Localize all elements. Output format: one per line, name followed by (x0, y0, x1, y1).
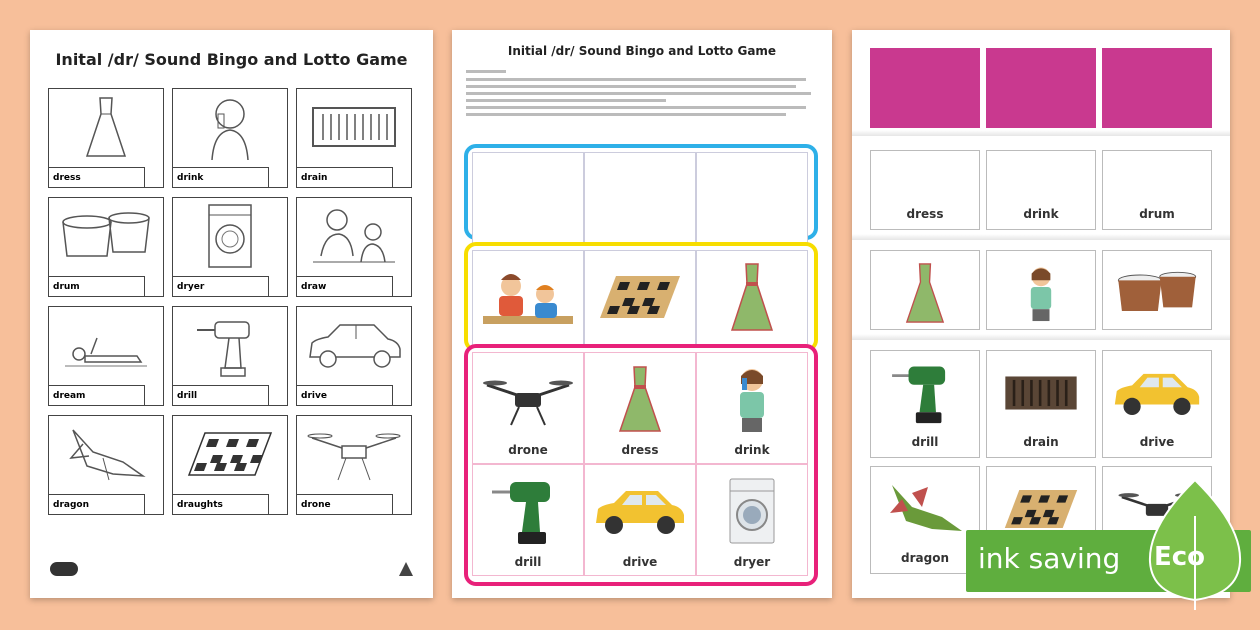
children-drawing-outline-icon (297, 198, 411, 274)
bingo-sheet-bw (30, 30, 433, 598)
ink-saving-label: ink saving (978, 542, 1121, 575)
dress-icon (697, 259, 807, 335)
car-icon (585, 473, 695, 549)
board-word: drink (734, 443, 770, 457)
cell-word: drill (173, 385, 269, 405)
cell-word: drum (49, 276, 145, 296)
checkerboard-icon (585, 259, 695, 335)
board-square (696, 352, 808, 464)
bingo-grid (48, 88, 412, 515)
dryer-outline-icon (173, 198, 287, 274)
drill-outline-icon (173, 307, 287, 383)
drill-icon (473, 473, 583, 549)
picture-card (870, 250, 980, 330)
bingo-cell (296, 306, 412, 406)
card-word: drink (1023, 207, 1059, 221)
card-word: drum (1139, 207, 1175, 221)
bingo-cell (48, 306, 164, 406)
card-back (870, 48, 980, 128)
board-square (472, 464, 584, 576)
bingo-board-blue (464, 144, 818, 240)
board-square (472, 352, 584, 464)
cell-word: drive (297, 385, 393, 405)
drums-outline-icon (49, 198, 163, 274)
cell-word: dream (49, 385, 145, 405)
bingo-cell (296, 88, 412, 188)
lotto-card (870, 350, 980, 458)
bingo-cell (172, 415, 288, 515)
children-drawing-icon (473, 259, 583, 335)
card-divider (852, 334, 1230, 340)
board-word: dryer (733, 555, 771, 569)
bingo-cell (48, 88, 164, 188)
cell-word: draughts (173, 494, 269, 514)
bingo-board-yellow (464, 242, 818, 352)
instructions-block (466, 70, 816, 133)
drain-outline-icon (297, 89, 411, 165)
word-card-row (870, 150, 1212, 230)
cell-word: dress (49, 167, 145, 187)
brand-logo-icon (50, 562, 78, 576)
board-square (584, 464, 696, 576)
picture-card (986, 250, 1096, 330)
drain-icon (987, 355, 1095, 431)
bingo-cell (296, 415, 412, 515)
sheet-title: Inital /dr/ Sound Bingo and Lotto Game (55, 50, 408, 69)
board-square (584, 352, 696, 464)
card-divider (852, 234, 1230, 240)
cell-word: draw (297, 276, 393, 296)
bingo-board-pink (464, 344, 818, 586)
board-square (696, 464, 808, 576)
bingo-cell (48, 197, 164, 297)
card-word: drain (1023, 435, 1059, 449)
dryer-icon (697, 473, 807, 549)
dragon-icon (871, 471, 979, 547)
bingo-cell (172, 88, 288, 188)
board-word: drone (508, 443, 548, 457)
dress-icon (871, 255, 979, 331)
word-card (870, 150, 980, 230)
sheet-title: Initial /dr/ Sound Bingo and Lotto Game (507, 44, 777, 58)
dress-outline-icon (49, 89, 163, 165)
cell-word: dryer (173, 276, 269, 296)
word-card (1102, 150, 1212, 230)
drill-icon (871, 355, 979, 431)
card-back (986, 48, 1096, 128)
lotto-card-row (870, 350, 1212, 458)
card-word: drive (1139, 435, 1175, 449)
bingo-cell (48, 415, 164, 515)
card-word: dragon (901, 551, 949, 565)
bingo-cell (172, 306, 288, 406)
card-divider (852, 130, 1230, 136)
drone-outline-icon (297, 416, 411, 492)
drone-icon (473, 361, 583, 437)
cell-word: drone (297, 494, 393, 514)
board-word: drive (622, 555, 658, 569)
card-word: dress (906, 207, 944, 221)
child-drinking-outline-icon (173, 89, 287, 165)
child-drinking-icon (697, 361, 807, 437)
cell-word: drink (173, 167, 269, 187)
sheet-footer-logo-icon (399, 562, 413, 576)
lotto-card (1102, 350, 1212, 458)
drums-icon (1103, 255, 1211, 331)
sleeping-person-outline-icon (49, 307, 163, 383)
lotto-card (986, 350, 1096, 458)
car-icon (1103, 355, 1211, 431)
dragon-outline-icon (49, 416, 163, 492)
bingo-cell (296, 197, 412, 297)
child-drinking-icon (987, 255, 1095, 331)
car-outline-icon (297, 307, 411, 383)
board-word: drill (514, 555, 542, 569)
card-back (1102, 48, 1212, 128)
cell-word: drain (297, 167, 393, 187)
lotto-card (870, 466, 980, 574)
card-word: drill (911, 435, 939, 449)
board-grid (472, 352, 808, 576)
bingo-cell (172, 197, 288, 297)
bingo-sheet-colour (452, 30, 832, 598)
cell-word: dragon (49, 494, 145, 514)
picture-card-row (870, 250, 1212, 330)
board-word: dress (621, 443, 659, 457)
picture-card (1102, 250, 1212, 330)
word-card (986, 150, 1096, 230)
dress-icon (585, 361, 695, 437)
checkerboard-outline-icon (173, 416, 287, 492)
eco-label: Eco (1154, 542, 1206, 572)
